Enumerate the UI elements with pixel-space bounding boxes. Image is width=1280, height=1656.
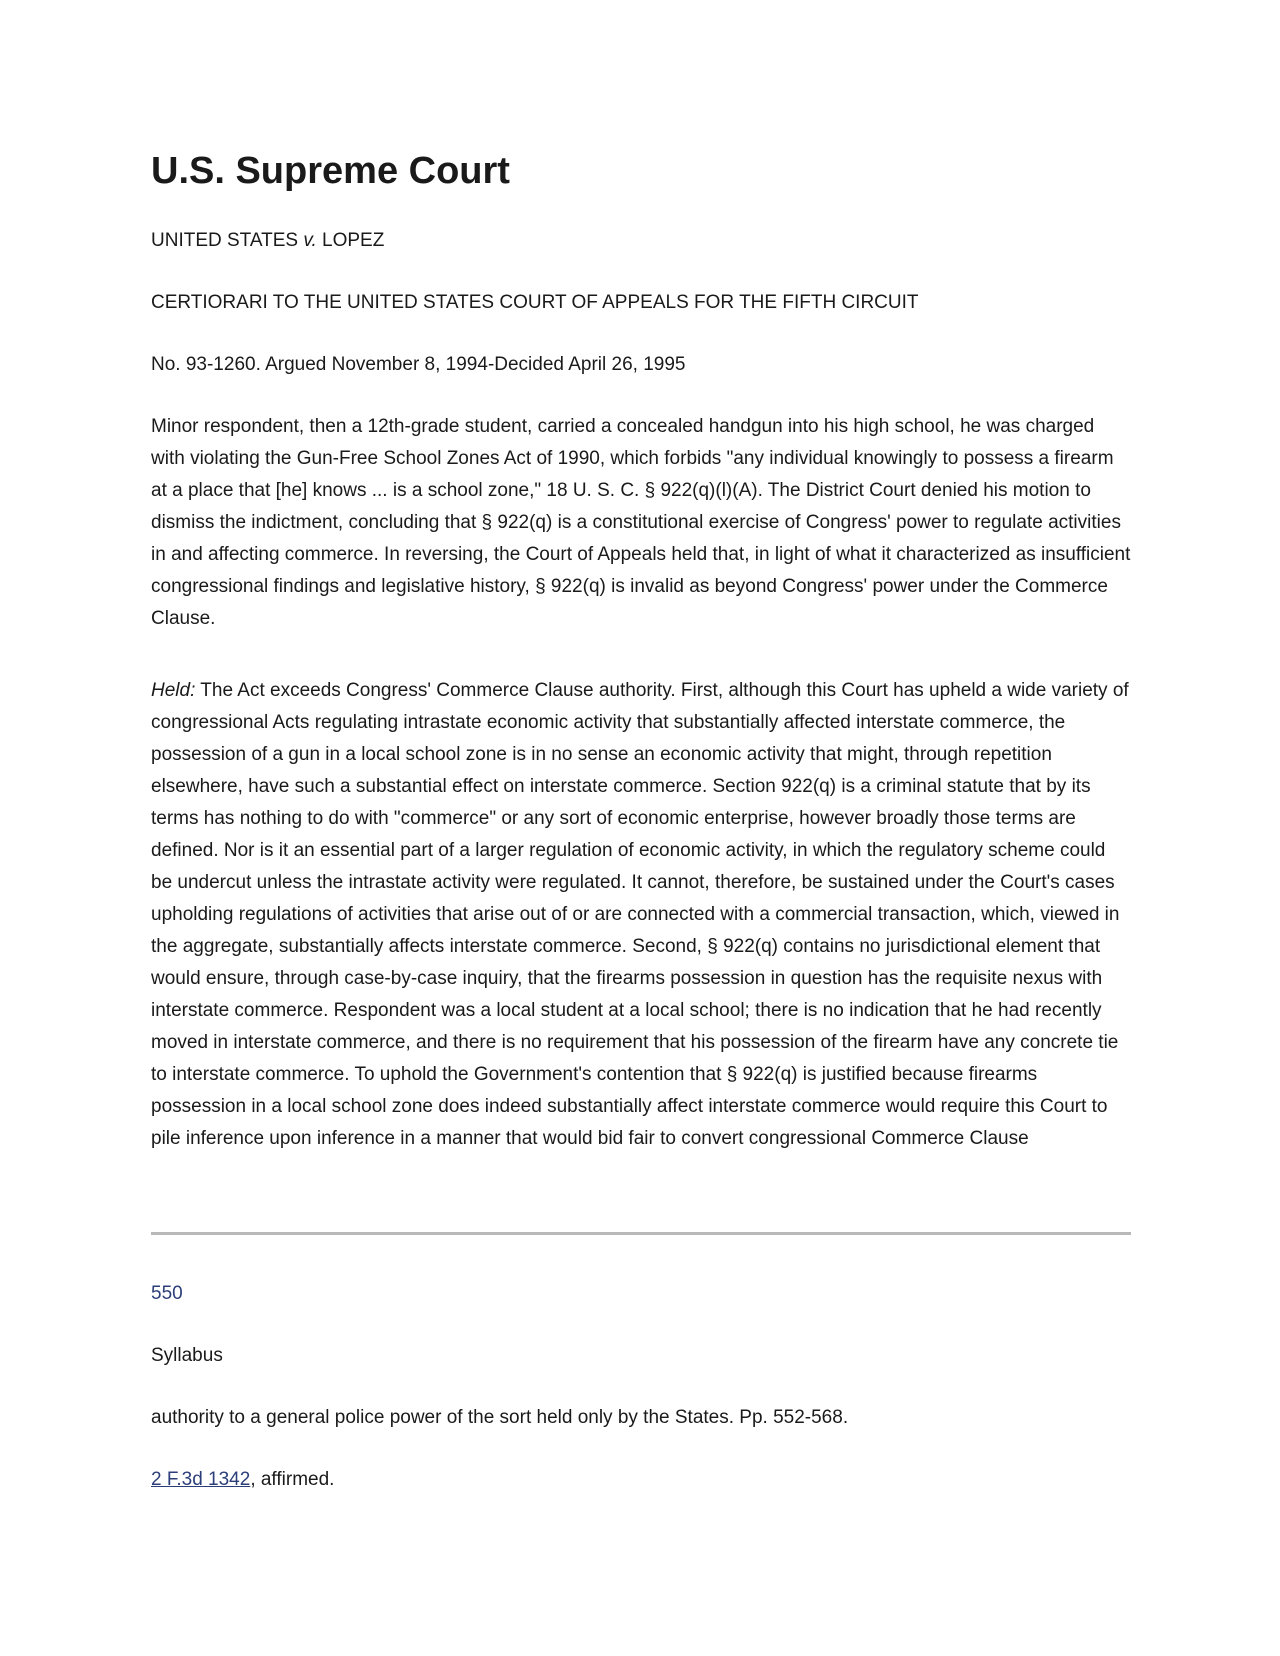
page-divider (151, 1232, 1131, 1235)
case-name-part1: UNITED STATES (151, 230, 304, 251)
continuation-text: authority to a general police power of the sort held only by the States. Pp. 552-568. (151, 1407, 849, 1428)
case-name-versus: v. (303, 230, 317, 251)
docket-line: No. 93-1260. Argued November 8, 1994-Decided April 26, 1995 (151, 354, 686, 375)
section-label: Syllabus (151, 1345, 223, 1366)
certiorari-line: CERTIORARI TO THE UNITED STATES COURT OF APPEALS FOR THE FIFTH CIRCUIT (151, 292, 919, 313)
summary-paragraph: Minor respondent, then a 12th-grade student, carried a concealed handgun into his high school, he was charged with violating the Gun-Free School Zones Act of 1990, which forbids "any individual knowingly to possess a firearm at a place that [he] knows ... is a school zone," 18 U. S. C. § 922(q)(l)(A). The District Court denied his motion to dismiss the indictment, concluding that § 922(q) is a constitutional exercise of Congress' power to regulate activities in and affecting commerce. In reversing, the Court of Appeals held that, in light of what it characterized as insufficient congressional findings and legislative history, § 922(q) is invalid as beyond Congress' power under the Commerce Clause. (151, 416, 1131, 629)
page-number: 550 (151, 1283, 183, 1304)
case-name-part2: LOPEZ (316, 230, 385, 251)
held-text: The Act exceeds Congress' Commerce Clause authority. First, although this Court has upheld a wide variety of congressional Acts regulating intrastate economic activity that substantially affected interstate commerce, the possession of a gun in a local school zone is in no sense an economic activity that might, through repetition elsewhere, have such a substantial effect on interstate commerce. Section 922(q) is a criminal statute that by its terms has nothing to do with "commerce" or any sort of economic enterprise, however broadly those terms are defined. Nor is it an essential part of a larger regulation of economic activity, in which the regulatory scheme could be undercut unless the intrastate activity were regulated. It cannot, therefore, be sustained under the Court's cases upholding regulations of activities that arise out of or are connected with a commercial transaction, which, viewed in the aggregate, substantially affects interstate commerce. Second, § 922(q) contains no jurisdictional element that would ensure, through case-by-case inquiry, that the firearms possession in question has the requisite nexus with interstate commerce. Respondent was a local student at a local school; there is no indication that he had recently moved in interstate commerce, and there is no requirement that his possession of the firearm have any concrete tie to interstate commerce. To uphold the Government's contention that § 922(q) is justified because firearms possession in a local school zone does indeed substantially affect interstate commerce would require this Court to pile inference upon inference in a manner that would bid fair to convert congressional Commerce Clause (151, 680, 1129, 1149)
held-label: Held: (151, 680, 196, 701)
case-name (151, 225, 384, 257)
citation-suffix: , affirmed. (250, 1469, 335, 1490)
held-paragraph (151, 675, 1131, 1155)
citation-link[interactable]: 2 F.3d 1342 (151, 1469, 251, 1490)
page-title: U.S. Supreme Court (151, 150, 510, 192)
disposition-line (151, 1464, 334, 1496)
